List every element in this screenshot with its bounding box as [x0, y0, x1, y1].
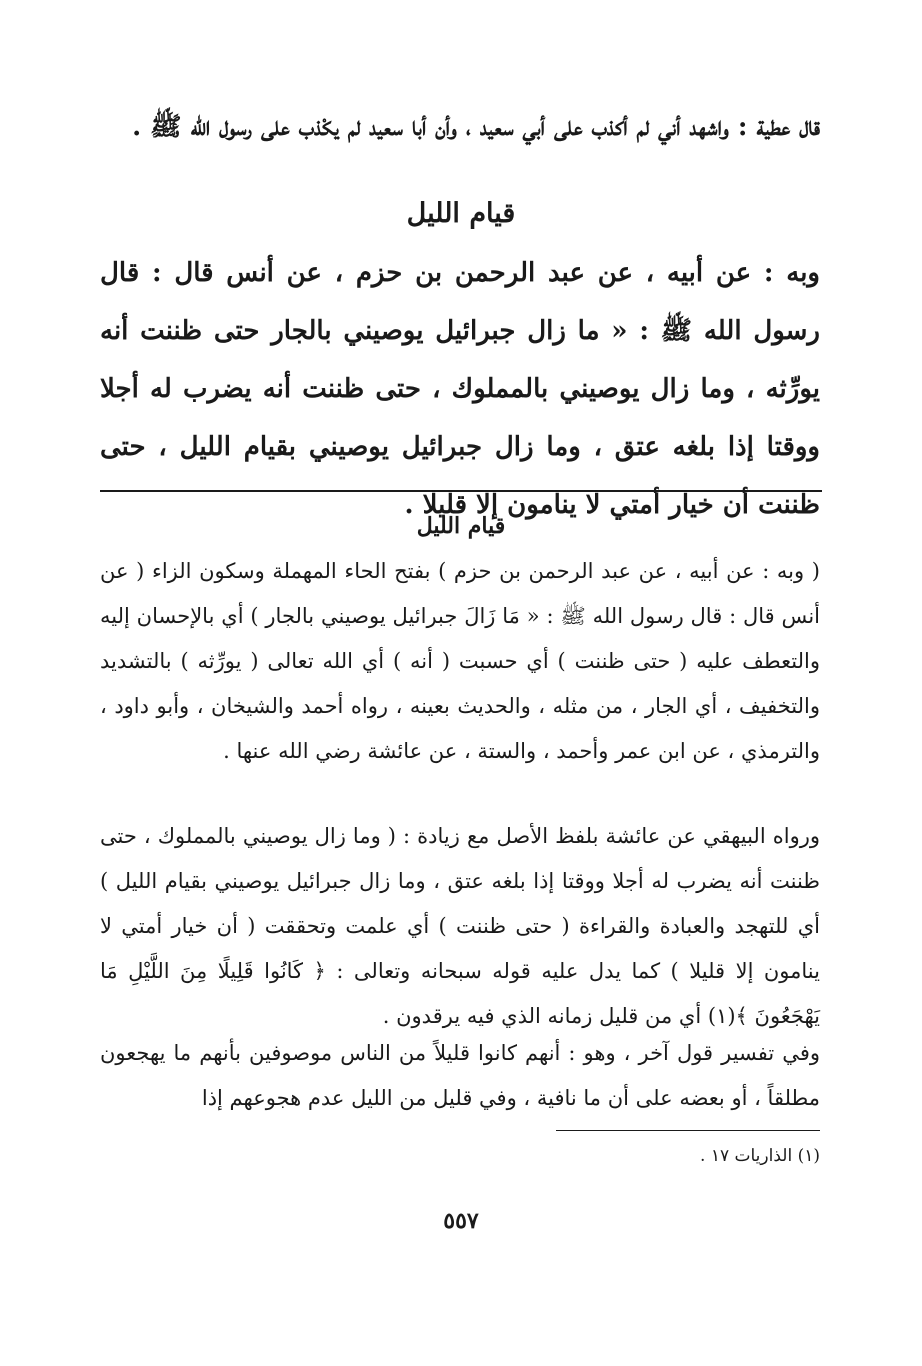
commentary-paragraph-2: ورواه البيهقي عن عائشة بلفظ الأصل مع زيادة : ( وما زال يوصيني بالمملوك ، حتى ظننت أنه يضرب له أجلا ووقتا إذا بلغه عتق ، وما زال جبرائيل يوصيني بقيام الليل ) أي للتهجد والعبادة والقراءة ( حتى ظننت ) أي علمت وتحققت ( أن خيار أمتي لا ينامون إلا قليلا ) كما يدل عليه قوله سبحانه وتعالى : ﴿ كَانُوا قَلِيلًا مِنَ اللَّيْلِ مَا يَهْجَعُونَ ﴾(١) أي من قليل زمانه الذي فيه يرقدون .: [100, 824, 820, 1028]
main-paragraph-1: قال عطية : واشهد أني لم أكذب على أبي سعيد ، وأن أبا سعيد لم يكْذب على رسول الله ﷺ .: [132, 112, 820, 142]
page-number: ٥٥٧: [443, 1208, 479, 1234]
commentary-paragraph-1: ( وبه : عن أبيه ، عن عبد الرحمن بن حزم ) بفتح الحاء المهملة وسكون الزاء ( عن أنس قال : قال رسول الله ﷺ : « مَا زَالَ جبرائيل يوصيني بالجار ) أي بالإحسان إليه والتعطف عليه ( حتى ظننت ) أي حسبت ( أنه ) أي الله تعالى ( يورِّثه ) بالتشديد والتخفيف ، أي الجار ، من مثله ، والحديث بعينه ، رواه أحمد والشيخان ، وأبو داود ، والترمذي ، عن ابن عمر وأحمد ، والستة ، عن عائشة رضي الله عنها .: [100, 559, 820, 763]
footnote: (١) الذاريات ١٧ .: [700, 1146, 820, 1166]
footnote-separator-rule: [556, 1130, 820, 1131]
section-heading-main: قيام الليل: [406, 198, 516, 229]
section-heading-commentary: قيام الليل: [416, 513, 506, 539]
main-paragraph-2: وبه : عن أبيه ، عن عبد الرحمن بن حزم ، عن أنس قال : قال رسول الله ﷺ : « ما زال جبرائيل يوصيني بالجار حتى ظننت أنه يورِّثه ، وما زال يوصيني بالمملوك ، حتى ظننت أنه يضرب له أجلا ووقتا إذا بلغه عتق ، وما زال جبرائيل يوصيني بقيام الليل ، حتى ظننت أن خيار أمتي لا ينامون إلا قليلا .: [100, 258, 820, 520]
text-separator-rule: [100, 490, 822, 492]
commentary-paragraph-3: وفي تفسير قول آخر ، وهو : أنهم كانوا قليلاً من الناس موصوفين بأنهم ما يهجعون مطلقاً ، أو بعضه على أن ما نافية ، وفي قليل من الليل عدم هجوعهم إذا: [100, 1041, 820, 1110]
